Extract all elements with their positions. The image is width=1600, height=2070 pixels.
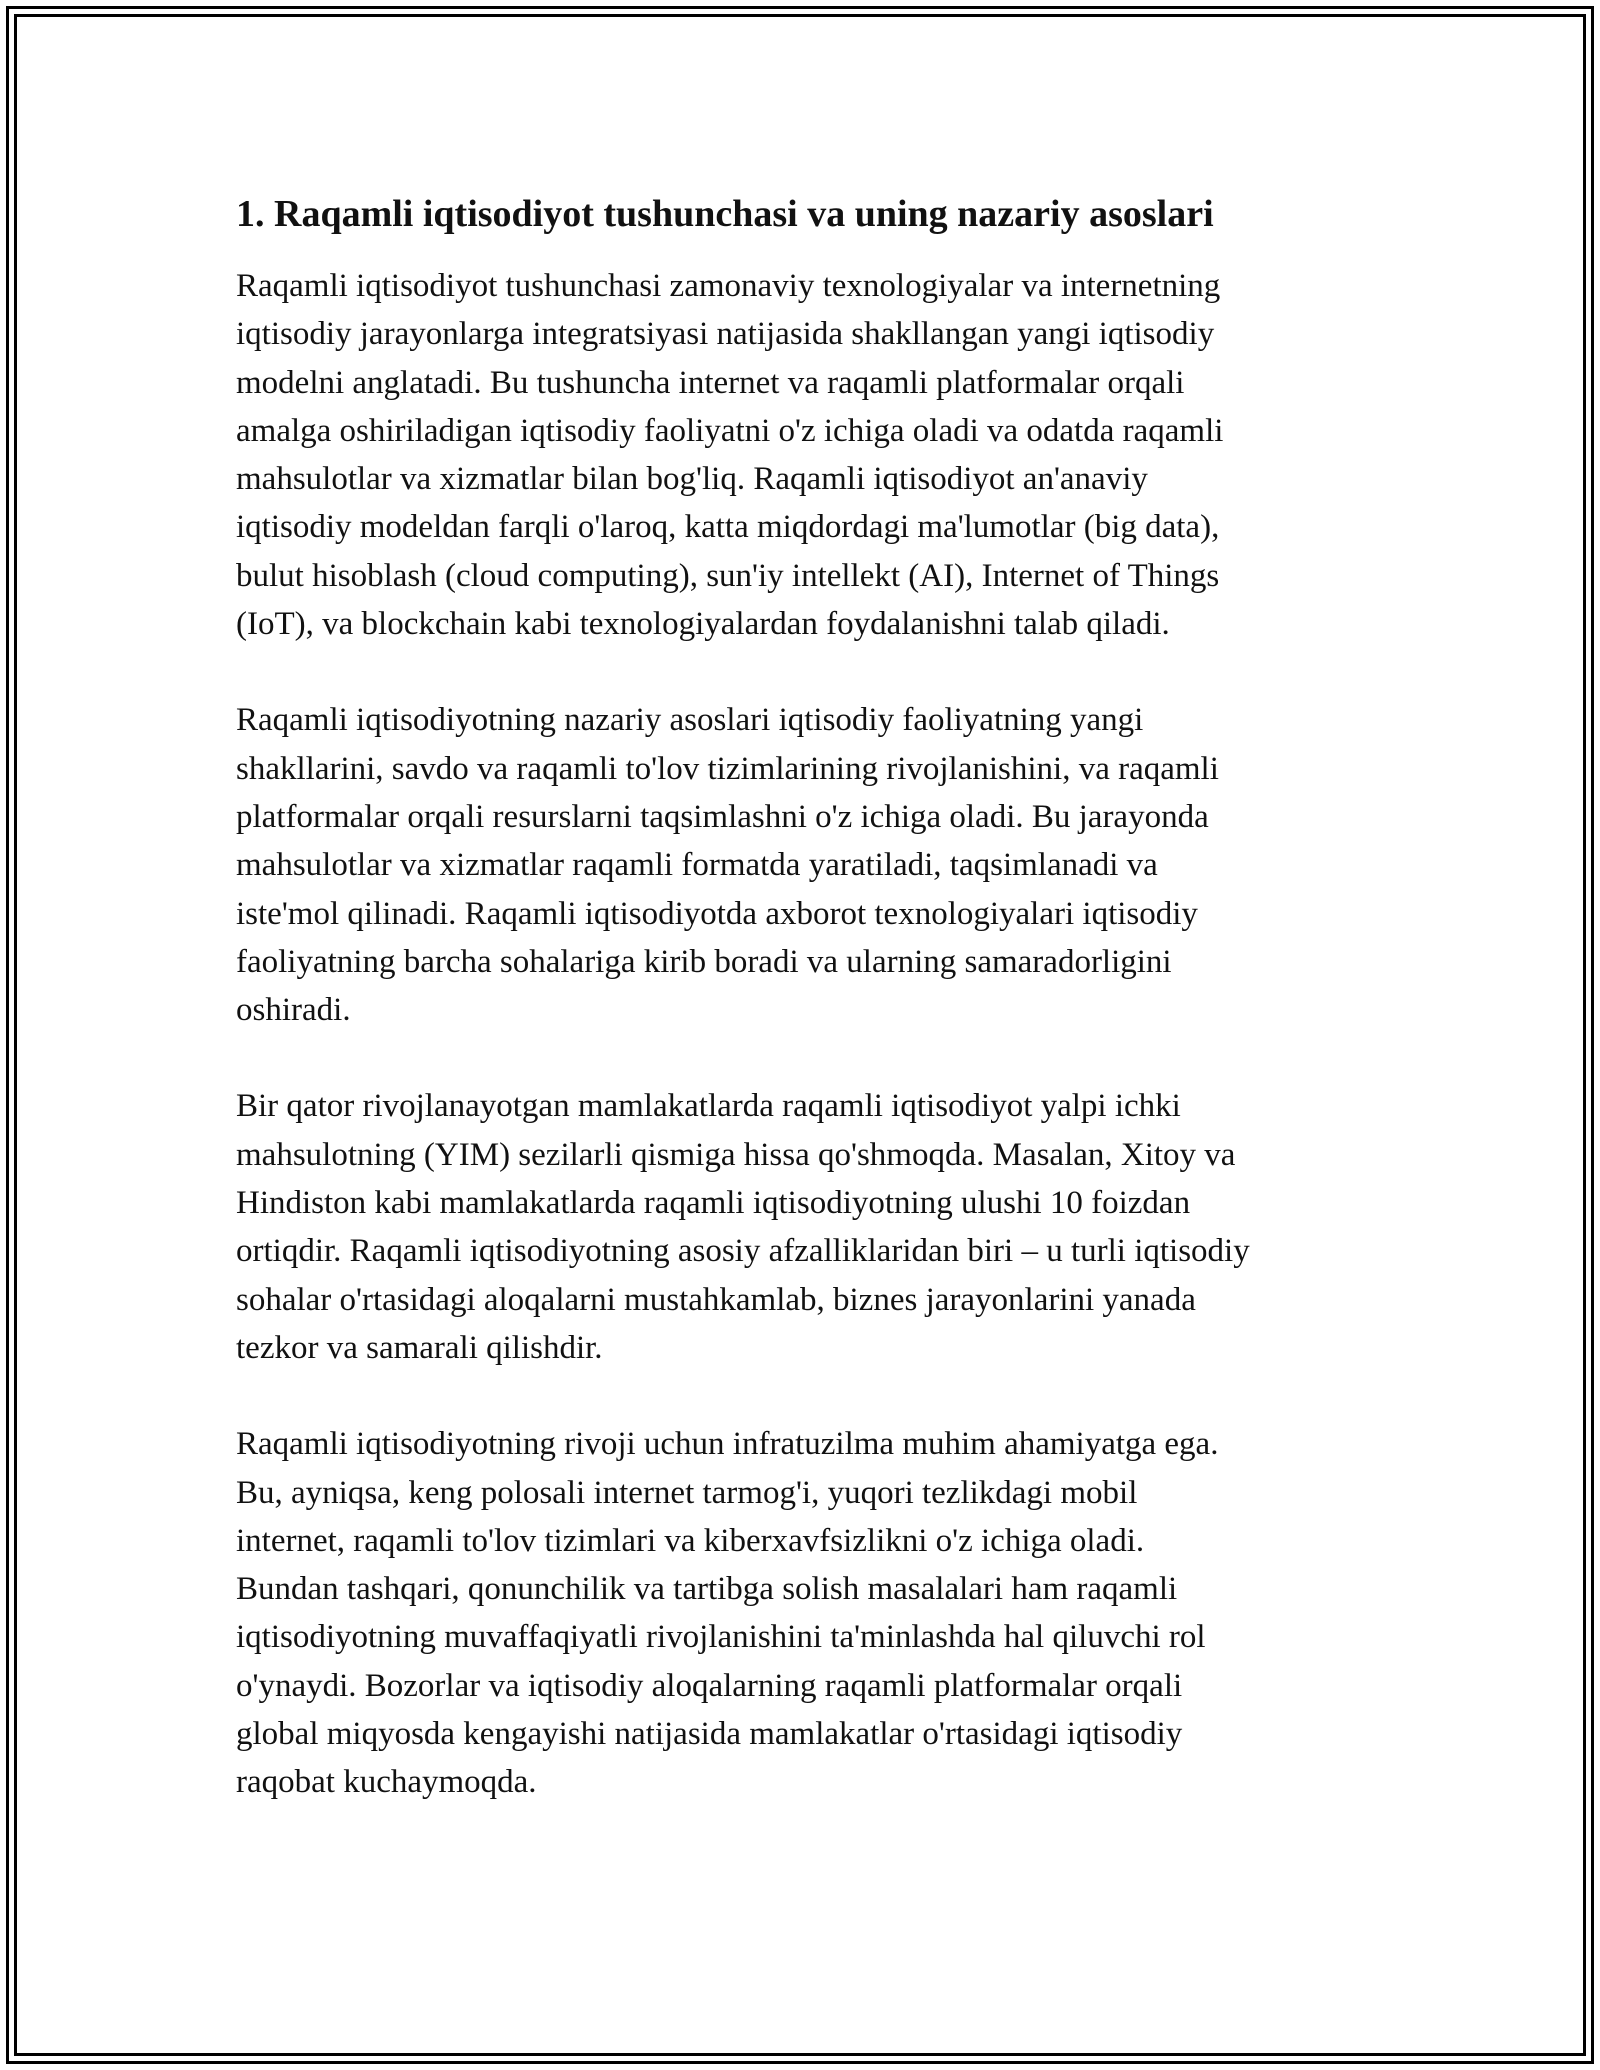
paragraph-gdp-share: Bir qator rivojlanayotgan mamlakatlarda raqamli iqtisodiyot yalpi ichki mahsulotning (YIM) sezilarli qismiga hissa qo'shmoqda. Masalan, Xitoy va Hindiston kabi mamlakatlarda raqamli iqtisodiyotning ulushi 10 foizdan ortiqdir. Raqamli iqtisodiyotning asosiy afzalliklaridan biri – u turli iqtisodiy sohalar o'rtasidagi aloqalarni mustahkamlab, biznes jarayonlarini yanada tezkor va samarali qilishdir. xyxy=(236,1088,1250,1366)
section-heading: 1. Raqamli iqtisodiyot tushunchasi va uning nazariy asoslari xyxy=(236,193,1214,235)
paragraph-definition: Raqamli iqtisodiyot tushunchasi zamonaviy texnologiyalar va internetning iqtisodiy jarayonlarga integratsiyasi natijasida shakllangan yangi iqtisodiy modelni anglatadi. Bu tushuncha internet va raqamli platformalar orqali amalga oshiriladigan iqtisodiy faoliyatni o'z ichiga oladi va odatda raqamli mahsulotlar va xizmatlar bilan bog'liq. Raqamli iqtisodiyot an'anaviy iqtisodiy modeldan farqli o'laroq, katta miqdordagi ma'lumotlar (big data), bulut hisoblash (cloud computing), sun'iy intellekt (AI), Internet of Things (IoT), va blockchain kabi texnologiyalardan foydalanishni talab qiladi. xyxy=(236,268,1224,643)
paragraph-infrastructure: Raqamli iqtisodiyotning rivoji uchun infratuzilma muhim ahamiyatga ega. Bu, ayniqsa, keng polosali internet tarmog'i, yuqori tezlikdagi mobil internet, raqamli to'lov tizimlari va kiberxavfsizlikni o'z ichiga oladi. Bundan tashqari, qonunchilik va tartibga solish masalalari ham raqamli iqtisodiyotning muvaffaqiyatli rivojlanishini ta'minlashda hal qiluvchi rol o'ynaydi. Bozorlar va iqtisodiy aloqalarning raqamli platformalar orqali global miqyosda kengayishi natijasida mamlakatlar o'rtasidagi iqtisodiy raqobat kuchaymoqda. xyxy=(236,1426,1219,1801)
document-body xyxy=(236,188,1376,1855)
paragraph-theoretical-foundations: Raqamli iqtisodiyotning nazariy asoslari iqtisodiy faoliyatning yangi shakllarini, savdo va raqamli to'lov tizimlarining rivojlanishini, va raqamli platformalar orqali resurslarni taqsimlashni o'z ichiga oladi. Bu jarayonda mahsulotlar va xizmatlar raqamli formatda yaratiladi, taqsimlanadi va iste'mol qilinadi. Raqamli iqtisodiyotda axborot texnologiyalari iqtisodiy faoliyatning barcha sohalariga kirib boradi va ularning samaradorligini oshiradi. xyxy=(236,702,1219,1029)
